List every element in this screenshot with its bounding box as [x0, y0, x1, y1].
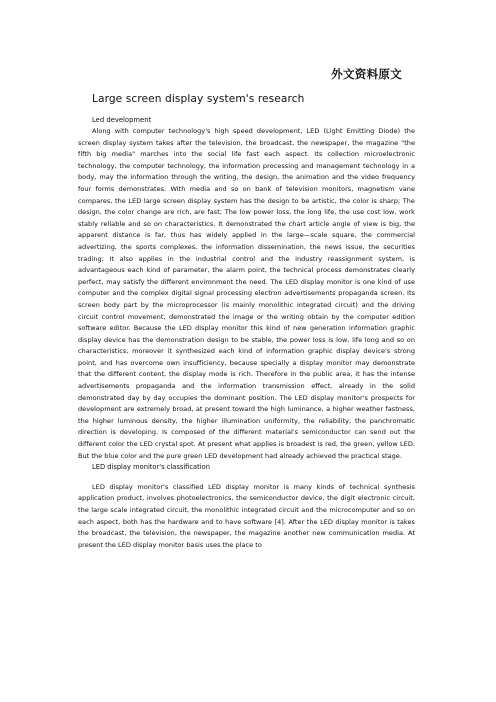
header-tag: 外文资料原文 [331, 67, 402, 81]
document-body [78, 93, 415, 551]
paragraph-1: Along with computer technology's high speed development, LED (Light Emitting Diode) the screen display system takes after the television, the broadcast, the newspaper, the magazine "the fifth big media" marches into the social life fast each aspect. Its collection microelectronic technology, the computer technology, the information processing and management technology in a body, may the information through the writing, the design, the animation and the video frequency four forms demonstrates. With media and so on bank of television monitors, magnetism vane compares, the LED large screen display system has the design to be artistic, the color is sharp; The design, the color change are rich, are fast; The low power loss, the long life, the use cost low, work stably reliable and so on characteristics. It demonstrated the chart article angle of view is big, the apparent distance is far, thus has widely applied in the large—scale square, the commercial advertizing, the sports complexes, the information dissemination, the news issue, the securities trading; It also applies in the industrial control and the industry reassignment system, is advantageous each kind of parameter, the alarm point, the technical process demonstrates clearly perfect, may satisfy the different environment the need. The LED display monitor is one kind of use computer and the complex digital signal processing electron advertisements propaganda screen. Its screen body part by the microprocessor (is mainly monolithic integrated circuit) and the driving circuit control movement, demonstrated the image or the writing obtain by the computer edition software editor. Because the LED display monitor this kind of new generation information graphic display device has the demonstration design to be stable, the power loss is low, life long and so on characteristics, moreover it synthesized each kind of information graphic display device's strong point, and has overcome own insufficiency, because specially a display monitor may demonstrate that the different content, the display mode is rich. Therefore in the public area, it has the intense advertisements propaganda and the information transmission effect, already in the solid demonstrated day by day occupies the dominant position. The LED display monitor's prospects for development are extremely broad, at present toward the high luminance, a higher weather fastness, the higher luminous density, the higher illumination uniformity, the reliability, the panchromatic direction is developing. Is composed of the different material's semiconductor can send out the different color the LED crystal spot. At present what applies is broadest is red, the green, yellow LED. But the blue color and the pure green LED development had already achieved the practical stage. [78, 127, 415, 460]
paragraph-2: LED display monitor's classified LED display monitor is many kinds of technical synthesis application product, involves photoelectronics, the semiconductor device, the digit electronic circuit, the large scale integrated circuit, the monolithic integrated circuit and the microcomputer and so on each aspect, both has the hardware and to have software [4]. After the LED display monitor is takes the broadcast, the television, the newspaper, the magazine another new communication media. At present the LED display monitor basis uses the place to [78, 482, 415, 549]
section-heading-classification: LED display monitor's classification [92, 463, 210, 472]
document-title: Large screen display system's research [92, 93, 305, 105]
section-heading-led-development: Led development [92, 116, 152, 124]
